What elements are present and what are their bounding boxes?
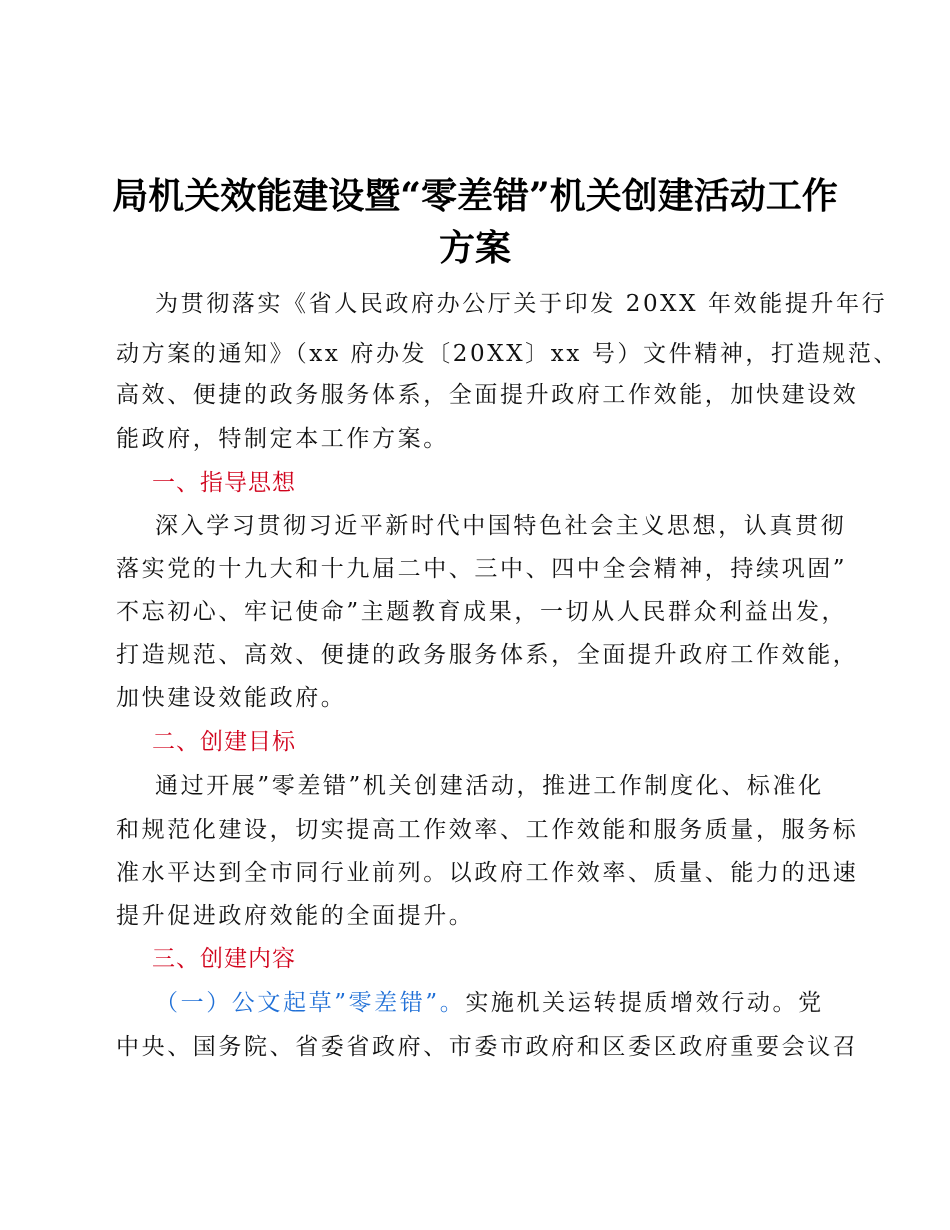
- section2-paragraph-line: 准水平达到全市同行业前列。以政府工作效率、质量、能力的迅速: [116, 860, 859, 886]
- section-heading-guiding-ideology: 一、指导思想: [152, 470, 296, 496]
- section2-paragraph-line: 和规范化建设，切实提高工作效率、工作效能和服务质量，服务标: [116, 817, 859, 843]
- section-heading-goals: 二、创建目标: [152, 729, 296, 755]
- intro-paragraph-line: 动方案的通知》（xx 府办发〔20XX〕xx 号）文件精神，打造规范、: [116, 341, 900, 367]
- intro-paragraph-line: 高效、便捷的政务服务体系，全面提升政府工作效能，加快建设效: [116, 382, 859, 408]
- subsection1-paragraph-line: 中央、国务院、省委省政府、市委市政府和区委区政府重要会议召: [116, 1034, 859, 1060]
- section-heading-content: 三、创建内容: [152, 946, 296, 972]
- section1-paragraph-line: 打造规范、高效、便捷的政务服务体系，全面提升政府工作效能，: [116, 642, 859, 668]
- section1-paragraph-line: 加快建设效能政府。: [116, 685, 347, 711]
- subsection1-first-line: [155, 992, 824, 1015]
- section2-paragraph-line: 通过开展”零差错”机关创建活动，推进工作制度化、标准化: [155, 773, 824, 799]
- section1-paragraph-line: 不忘初心、牢记使命”主题教育成果，一切从人民群众利益出发，: [116, 599, 848, 625]
- section1-paragraph-line: 深入学习贯彻习近平新时代中国特色社会主义思想，认真贯彻: [155, 513, 847, 539]
- document-title-line-1: 局机关效能建设暨“零差错”机关创建活动工作: [112, 175, 838, 217]
- document-title-line-2: 方案: [438, 227, 511, 269]
- intro-paragraph-line: 能政府，特制定本工作方案。: [116, 426, 449, 452]
- subsection1-text: 实施机关运转提质增效行动。党: [465, 990, 824, 1016]
- intro-paragraph-line: 为贯彻落实《省人民政府办公厅关于印发 20XX 年效能提升年行: [155, 291, 888, 317]
- subsection-heading-document-drafting: （一）公文起草”零差错”。: [155, 990, 466, 1016]
- section2-paragraph-line: 提升促进政府效能的全面提升。: [116, 903, 475, 929]
- section1-paragraph-line: 落实党的十九大和十九届二中、三中、四中全会精神，持续巩固”: [116, 556, 848, 582]
